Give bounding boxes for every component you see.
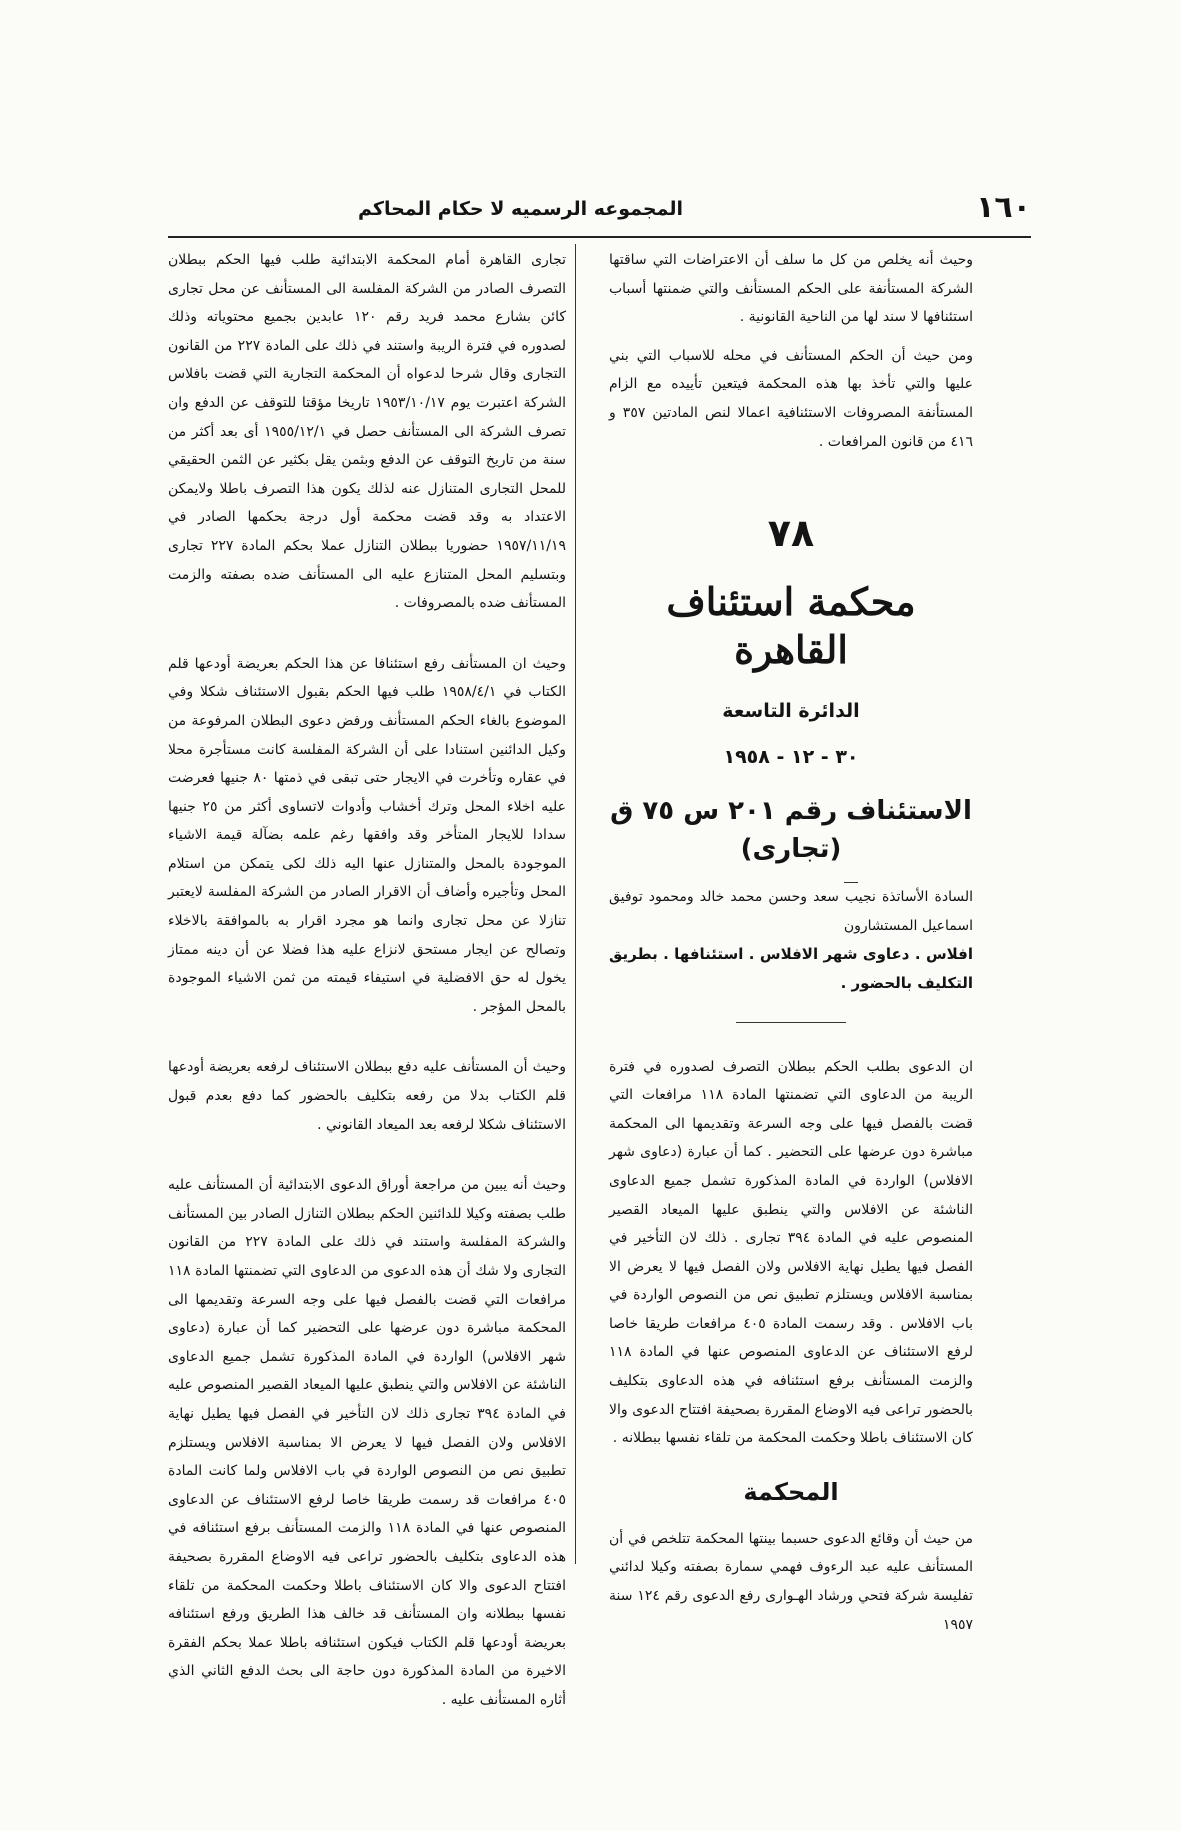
appeal-number: الاستئناف رقم ٢٠١ س ٧٥ ق (تجارى) — [610, 796, 972, 865]
right-column — [609, 246, 973, 1639]
left-column — [168, 246, 566, 1715]
column-divider — [575, 244, 576, 1564]
court-heading: المحكمة — [743, 1477, 839, 1506]
circuit-label: الدائرة التاسعة — [722, 700, 860, 723]
paragraph: تجارى القاهرة أمام المحكمة الابتدائية طلب فيها الحكم ببطلان التصرف الصادر من الشركة المفلسة الى المستأنف عن محل تجارى كائن بشارع محمد فريد رقم ١٢٠ عابدين بجميع محتوياته وذلك لصدوره في فترة الريبة واستند في ذلك على المادة ٢٢٧ من القانون التجارى وقال شرحا لدعواه أن المحكمة التجارية التي قضت بافلاس الشركة اعتبرت يوم ١٩٥٣/١٠/١٧ تاريخا مؤقتا للتوقف عن الدفع وان تصرف الشركة الى المستأنف حصل في ١٩٥٥/١٢/١ أى بعد أكثر من سنة من تاريخ التوقف عن الدفع وبثمن يقل بكثير عن الثمن الحقيقي للمحل التجارى المتنازل عنه لذلك يكون هذا التصرف باطلا ولايمكن الاعتداد به وقد قضت محكمة أول درجة بحكمها الصادر في ١٩٥٧/١١/١٩ حضوريا ببطلان التنازل عملا بحكم المادة ٢٢٧ تجارى وبتسليم المحل المتنازع عليه الى المستأنف ضده بصفته والزمت المستأنف ضده بالمصروفات . — [168, 252, 567, 612]
keywords: افلاس . دعاوى شهر الافلاس . استئنافها . بطريق التكليف بالحضور . — [609, 945, 973, 992]
paragraph: وحيث أنه يبين من مراجعة أوراق الدعوى الابتدائية أن المستأنف عليه طلب بصفته وكيلا للدائنين الحكم ببطلان التنازل الصادر بين المستأنف والشركة المفلسة واستند في ذلك على المادة ٢٢٧ من القانون التجارى ولا شك أن هذه الدعوى من الدعاوى التي تضمنتها المادة ١١٨ مرافعات التي قضت بالفصل فيها على وجه السرعة وتقديمها الى المحكمة مباشرة دون عرضها على التحضير كما أن عبارة (دعاوى شهر الافلاس) الواردة في المادة المذكورة تشمل جميع الدعاوى الناشئة عن الافلاس والتي ينطبق عليها الميعاد القصير المنصوص عليه في المادة ٣٩٤ تجارى ذلك لان التأخير في الفصل فيها يطيل نهاية الافلاس ولان الفصل فيها لا يعرض الا بمناسبة الافلاس ويستلزم تطبيق نص من النصوص الواردة في باب الافلاس ولما كانت المادة ٤٠٥ مرافعات قد رسمت طريقا خاصا لرفع الاستئناف عن الدعاوى المنصوص عنها في المادة ١١٨ والزمت المستأنف برفع استئنافه في هذه الدعاوى بتكليف بالحضور تراعى فيه الاوضاع المقررة بصحيفة افتتاح الدعوى والا كان الاستئناف باطلا وحكمت المحكمة من تلقاء نفسها ببطلانه وان المستأنف قد خالف هذا الطريق ورفع استئنافه بعريضة أودعها قلم الكتاب فيكون استئنافه باطلا عملا بحكم الفقرة الاخيرة من المادة المذكورة دون حاجة الى بحث الدفع الثاني الذي أثاره المستأنف عليه . — [168, 1177, 566, 1708]
case-number: ٧٨ — [767, 511, 815, 556]
paragraph: وحيث أنه يخلص من كل ما سلف أن الاعتراضات التي ساقتها الشركة المستأنفة على الحكم المستأنف والتي ضمنتها أسباب استئنافها لا سند لها من الناحية القانونية . — [609, 252, 973, 326]
paragraph: وحيث ان المستأنف رفع استئنافا عن هذا الحكم بعريضة أودعها قلم الكتاب في ١٩٥٨/٤/١ طلب فيها الحكم بقبول الاستئناف شكلا وفي الموضوع بالغاء الحكم المستأنف ورفض دعوى البطلان المرفوعة من وكيل الدائنين استنادا على أن الشركة المفلسة كانت مستأجرة محلا في عقاره وتأخرت في الايجار حتى تبقى في ذمتها ٨٠ جنيها فعرضت عليه اخلاء المحل وترك أخشاب وأدوات لاتساوى أكثر من ٢٥ جنيها سدادا للايجار المتأخر وقد وافقها رغم علمه بضآلة قيمة الاشياء الموجودة بالمحل والمتنازل عنها اليه ذلك لكى يتمكن من استلام المحل وتأجيره وأضاف أن الاقرار الصادر من الشركة المفلسة لايعتبر تنازلا عن محل تجارى وانما هو مجرد اقرار به بالموافقة بالاخلاء وتصالح عن ايجار مستحق لانزاع عليه هذا فضلا عن أن دينه ممتاز يخول له حق الافضلية في استيفاء قيمته من ثمن الاشياء الموجودة بالمحل المؤجر . — [168, 655, 566, 1015]
paragraph: وحيث أن المستأنف عليه دفع ببطلان الاستئناف لرفعه بعريضة أودعها قلم الكتاب بدلا من رفعه بتكليف بالحضور كما دفع بعدم قبول الاستئناف شكلا لرفعه بعد الميعاد القانوني . — [168, 1059, 566, 1133]
judges-list: السادة الأساتذة نجيب سعد وحسن محمد خالد ومحمود توفيق اسماعيل المستشارون — [609, 889, 973, 934]
court-text: من حيث أن وقائع الدعوى حسبما بينتها المحكمة تتلخص في أن المستأنف عليه عبد الرءوف فهمي سمارة بصفته وكيلا لدائني تفليسة شركة فتحي ورشاد الهـوارى رفع الدعوى رقم ١٢٤ سنة ١٩٥٧ — [609, 1530, 973, 1633]
header-rule — [168, 236, 1031, 238]
judgment-date: ٣٠ - ١٢ - ١٩٥٨ — [723, 746, 859, 769]
page-header — [168, 190, 1031, 234]
section-rule — [736, 1022, 846, 1023]
court-title: محكمة استئناف القاهرة — [666, 579, 916, 673]
headnote-summary: ان الدعوى بطلب الحكم ببطلان التصرف لصدوره في فترة الريبة من الدعاوى التي تضمنتها المادة ١١٨ مرافعات التي قضت بالفصل فيها على وجه السرعة وتقديمها الى المحكمة مباشرة دون عرضها على التحضير . كما أن عبارة (دعاوى شهر الافلاس) الواردة في المادة المذكورة تشمل جميع الدعاوى الناشئة عن الافلاس والتي ينطبق عليها الميعاد القصير المنصوص عليه في المادة ٣٩٤ تجارى . ذلك لان التأخير في الفصل فيها يطيل نهاية الافلاس ولان الفصل فيها لا يعرض الا بمناسبة الافلاس ويستلزم تطبيق نص من النصوص الواردة في باب الافلاس . وقد رسمت المادة ٤٠٥ مرافعات طريقا خاصا لرفع الاستئناف عن الدعاوى المنصوص عنها في المادة ١١٨ والزمت المستأنف برفع استئنافه في هذه الدعاوى بتكليف بالحضور تراعى فيه الاوضاع المقررة بصحيفة افتتاح الدعوى والا كان الاستئناف باطلا وحكمت المحكمة من تلقاء نفسها ببطلانه . — [609, 1058, 973, 1447]
page-number: ١٦٠ — [976, 190, 1031, 225]
paragraph: ومن حيث أن الحكم المستأنف في محله للاسباب التي بني عليها والتي تأخذ بها هذه المحكمة فيتعين تأييده مع الزام المستأنفة المصروفات الاستئنافية اعمالا لنص المادتين ٣٥٧ و ٤١٦ من قانون المرافعات . — [609, 347, 973, 450]
short-rule — [844, 882, 858, 883]
running-title: المجموعه الرسميه لا حكام المحاكم — [358, 198, 683, 220]
